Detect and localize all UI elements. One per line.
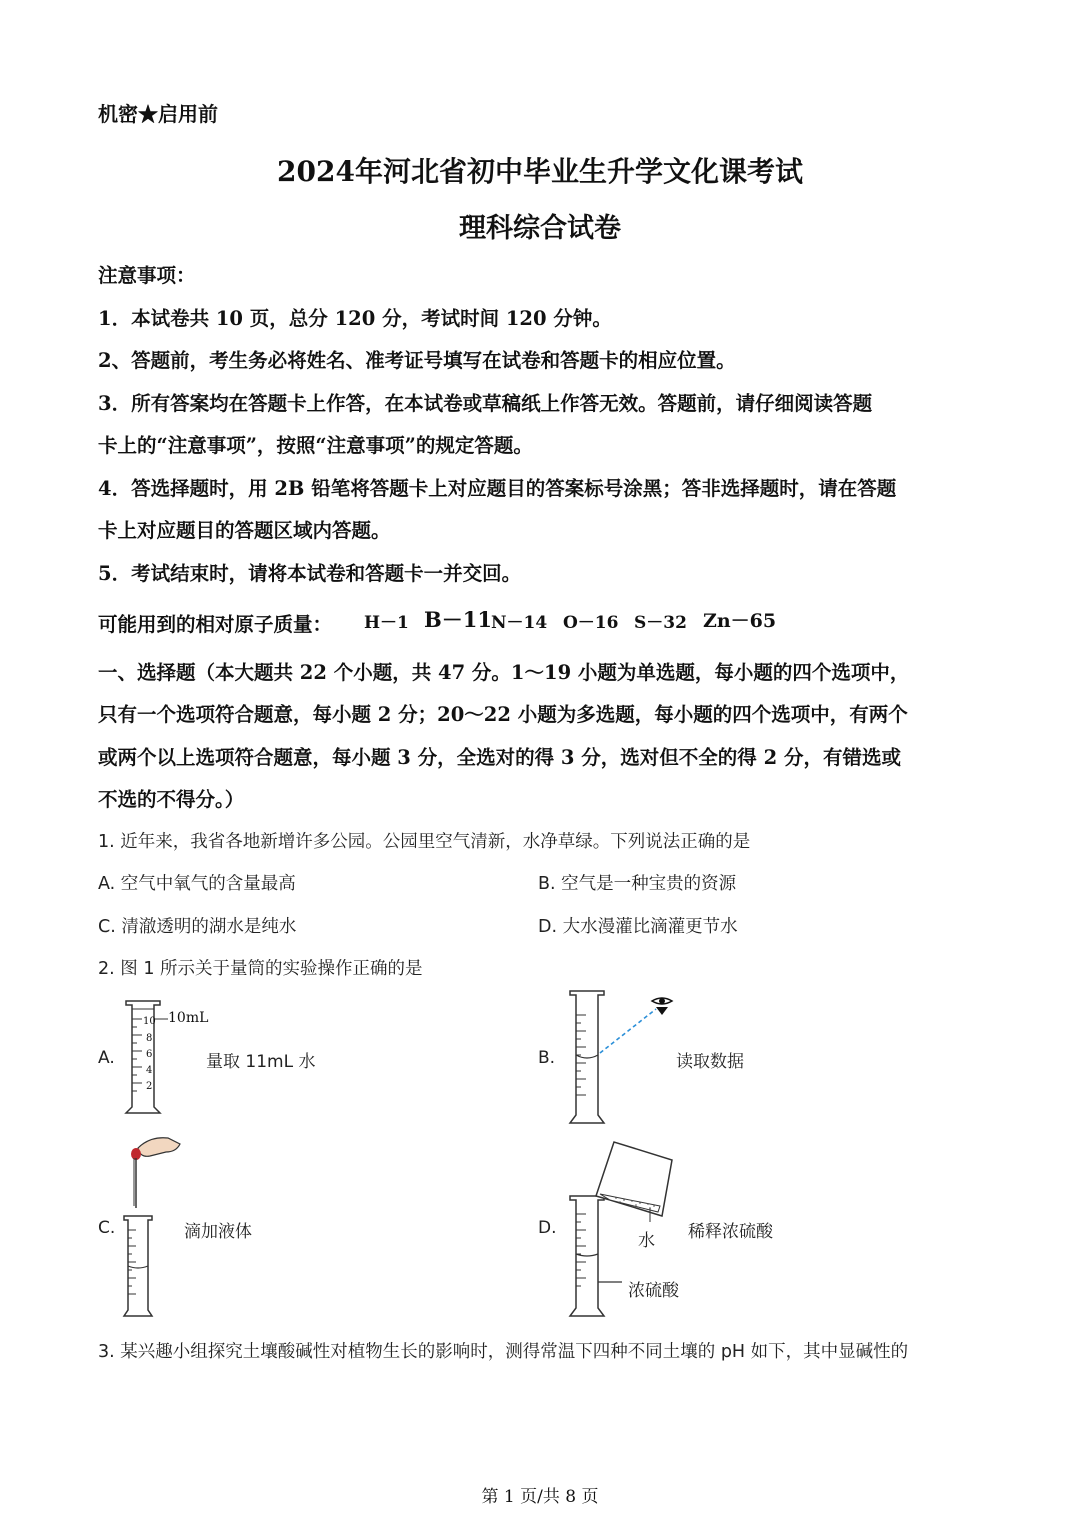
cylinder-a-tick-2: 2: [146, 1081, 153, 1092]
section1-line-4: 不选的不得分。）: [98, 788, 245, 811]
q3-stem: 3. 某兴趣小组探究土壤酸碱性对植物生长的影响时，测得常温下四种不同土壤的 pH 如下，其中显碱性的: [98, 1342, 909, 1362]
q1-option-b: B. 空气是一种宝贵的资源: [538, 874, 737, 894]
notice-line-4: 4．答选择题时，用 2B 铅笔将答题卡上对应题目的答案标号涂黑；答非选择题时，请在答题: [98, 477, 897, 500]
cylinder-a-tick-8: 8: [146, 1033, 153, 1044]
q2-option-d-acid-label: 浓硫酸: [628, 1281, 679, 1301]
q2-option-a-letter: A.: [98, 1048, 115, 1068]
page-number: 第 1 页/共 8 页: [481, 1487, 599, 1507]
notice-line-3-cont: 卡上的“注意事项”，按照“注意事项”的规定答题。: [98, 434, 533, 457]
q2-option-d-water-label: 水: [638, 1231, 655, 1251]
q2-option-c-caption: 滴加液体: [184, 1222, 252, 1242]
q2-option-d-letter: D.: [538, 1218, 557, 1238]
notice-line-3: 3．所有答案均在答题卡上作答，在本试卷或草稿纸上作答无效。答题前，请仔细阅读答题: [98, 392, 873, 415]
atomic-mass-label: 可能用到的相对原子质量：: [98, 613, 333, 636]
cylinder-a-tick-6: 6: [146, 1049, 153, 1060]
q1-option-d: D. 大水漫灌比滴灌更节水: [538, 917, 738, 937]
graduated-cylinder-b-figure: [564, 985, 684, 1130]
section1-line-3: 或两个以上选项符合题意，每小题 3 分，全选对的得 3 分，选对但不全的得 2 分，有错选或: [98, 746, 901, 769]
q2-option-d-caption: 稀释浓硫酸: [688, 1222, 773, 1242]
q1-option-c: C. 清澈透明的湖水是纯水: [98, 917, 297, 937]
atomic-mass-o: O－16: [563, 613, 619, 633]
section1-line-2: 只有一个选项符合题意，每小题 2 分；20～22 小题为多选题，每小题的四个选项中，有两个: [98, 703, 908, 726]
q2-option-b-caption: 读取数据: [676, 1052, 744, 1072]
notice-line-2: 2、答题前，考生务必将姓名、准考证号填写在试卷和答题卡的相应位置。: [98, 349, 736, 372]
atomic-mass-s: S－32: [634, 613, 687, 633]
section1-line-1: 一、选择题（本大题共 22 个小题，共 47 分。1～19 小题为单选题，每小题的四个选项中，: [98, 661, 910, 684]
atomic-mass-zn: Zn－65: [703, 610, 777, 632]
notice-line-1: 1．本试卷共 10 页，总分 120 分，考试时间 120 分钟。: [98, 307, 612, 330]
q2-stem: 2. 图 1 所示关于量筒的实验操作正确的是: [98, 959, 423, 979]
q1-stem: 1. 近年来，我省各地新增许多公园。公园里空气清新，水净草绿。下列说法正确的是: [98, 832, 751, 852]
cylinder-a-tick-10: 10: [143, 1016, 156, 1027]
q1-option-a: A. 空气中氧气的含量最高: [98, 874, 296, 894]
exam-subtitle: 理科综合试卷: [459, 213, 621, 244]
cylinder-a-tick-4: 4: [146, 1065, 153, 1076]
atomic-mass-h: H－1: [364, 613, 409, 633]
atomic-mass-n: N－14: [491, 613, 548, 633]
q2-option-c-letter: C.: [98, 1218, 116, 1238]
notice-line-4-cont: 卡上对应题目的答题区域内答题。: [98, 519, 391, 542]
exam-title: 2024年河北省初中毕业生升学文化课考试: [277, 155, 803, 188]
notice-line-5: 5．考试结束时，请将本试卷和答题卡一并交回。: [98, 562, 522, 585]
q2-option-a-caption: 量取 11mL 水: [206, 1052, 316, 1072]
q2-option-b-letter: B.: [538, 1048, 556, 1068]
cylinder-a-top-mark: 10mL: [168, 1010, 209, 1026]
notice-heading: 注意事项：: [98, 264, 196, 287]
atomic-mass-b: B－11: [424, 607, 492, 632]
confidential-mark: 机密★启用前: [98, 102, 218, 126]
